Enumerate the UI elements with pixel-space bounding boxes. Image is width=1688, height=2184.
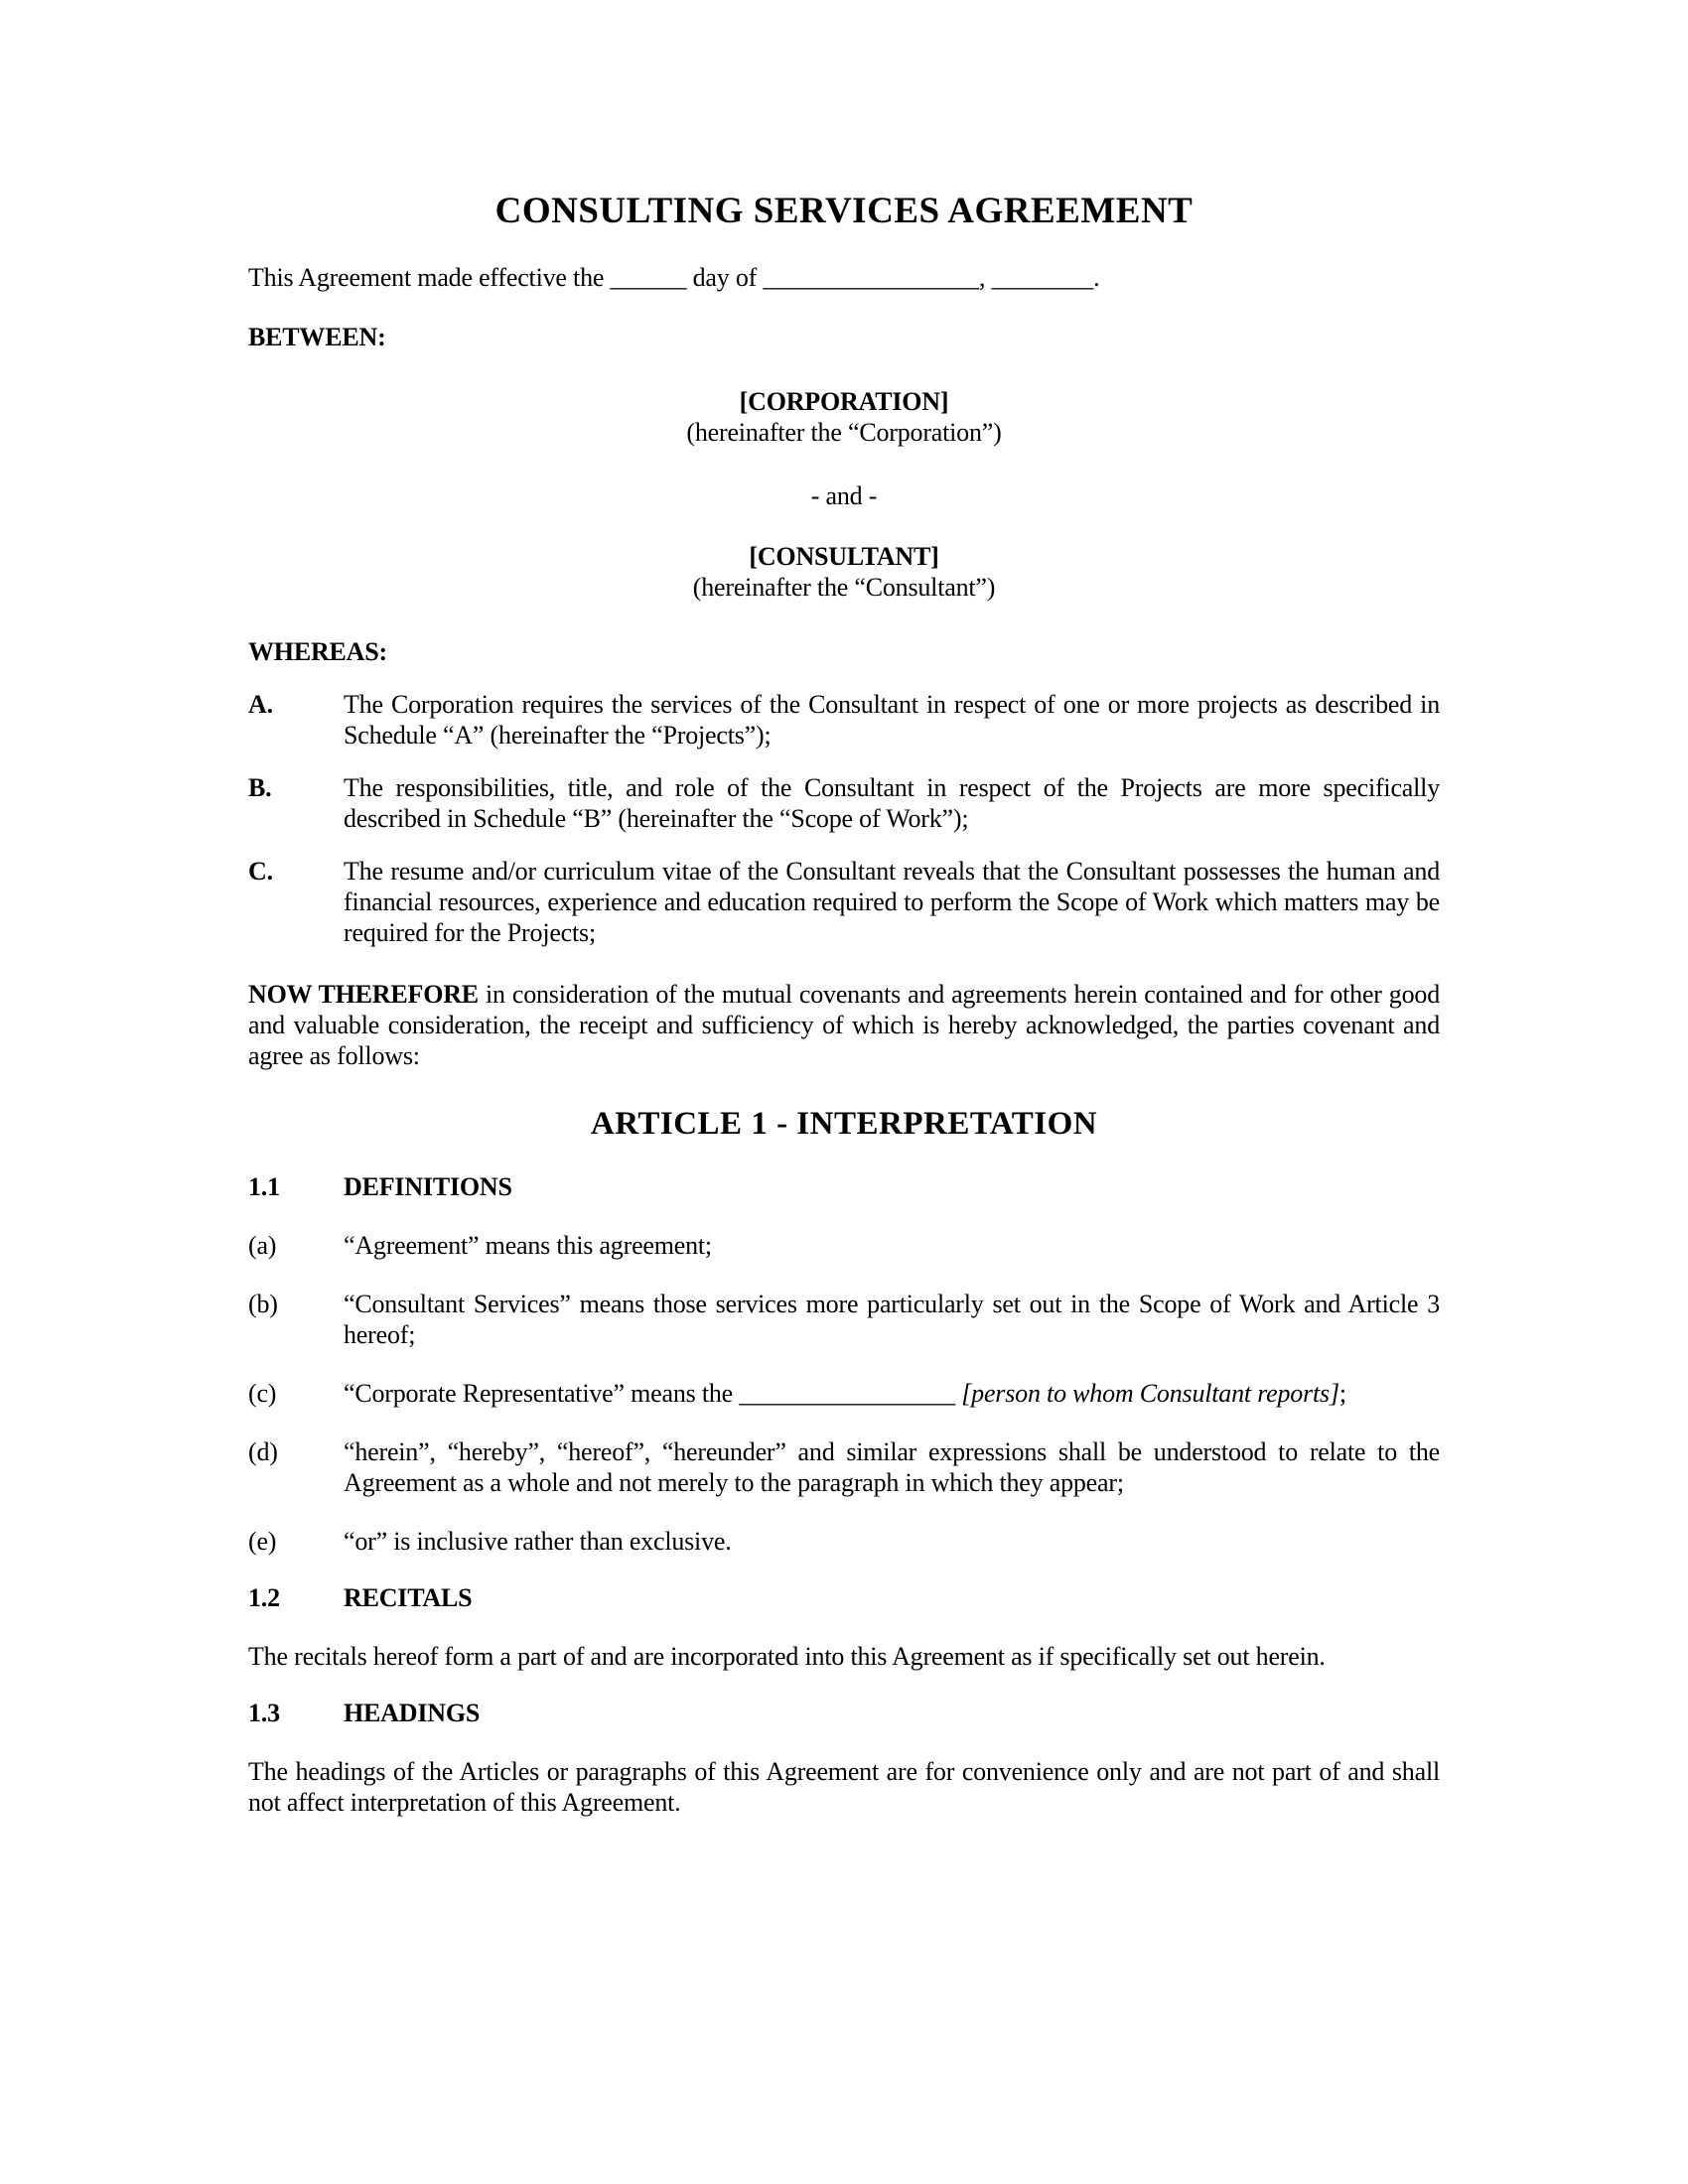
recital-item-c xyxy=(248,856,1440,948)
definition-item-a xyxy=(248,1230,1440,1261)
document-title: CONSULTING SERVICES AGREEMENT xyxy=(494,191,1194,231)
definition-text: “herein”, “hereby”, “hereof”, “hereunder” and similar expressions shall be understood to relate to the Agreement as a whole and not merely to the paragraph in which they appear; xyxy=(344,1437,1440,1497)
definition-label: (a) xyxy=(248,1231,277,1260)
corporate-representative-blank: _________________ xyxy=(739,1379,955,1408)
recital-item-b xyxy=(248,772,1440,834)
definition-italic-note: [person to whom Consultant reports] xyxy=(961,1379,1339,1408)
recital-item-a xyxy=(248,689,1440,751)
recital-text: The responsibilities, title, and role of the Consultant in respect of the Projects are more specifically described in Schedule “B” (hereinafter the “Scope of Work”); xyxy=(344,773,1440,833)
definition-label: (e) xyxy=(248,1527,277,1556)
section-1-2-heading xyxy=(248,1582,1440,1613)
day-blank-line: ______ xyxy=(610,263,687,292)
section-1-1-heading xyxy=(248,1171,1440,1202)
definition-label: (c) xyxy=(248,1379,277,1408)
between-label: BETWEEN: xyxy=(248,323,386,351)
recital-label: B. xyxy=(248,773,272,802)
year-blank-line: ________ xyxy=(991,263,1094,292)
section-number: 1.1 xyxy=(248,1172,280,1201)
definition-text-after: ; xyxy=(1338,1379,1346,1408)
whereas-label: WHEREAS: xyxy=(248,637,387,666)
corporation-name: [CORPORATION] xyxy=(739,387,949,416)
now-therefore-text: in consideration of the mutual covenants and agreements herein contained and for other good and valuable consideration, the receipt and sufficiency of which is hereby acknowledged, the parties covenant and agree as follows: xyxy=(248,980,1440,1070)
definition-label: (b) xyxy=(248,1290,278,1318)
corporation-alias: (hereinafter the “Corporation”) xyxy=(686,418,1002,447)
headings-paragraph: The headings of the Articles or paragraphs of this Agreement are for convenience only and are not part of and shall not affect interpretation of this Agreement. xyxy=(248,1757,1440,1817)
recital-text: The Corporation requires the services of the Consultant in respect of one or more projects as described in Schedule “A” (hereinafter the “Projects”); xyxy=(344,690,1440,750)
definition-text-before-blank: “Corporate Representative” means the xyxy=(344,1379,740,1408)
article-1-heading: ARTICLE 1 - INTERPRETATION xyxy=(590,1106,1098,1142)
definition-item-c xyxy=(248,1378,1440,1409)
now-therefore-lead: NOW THEREFORE xyxy=(248,980,479,1009)
section-title: HEADINGS xyxy=(344,1699,481,1727)
definition-text: “Agreement” means this agreement; xyxy=(344,1231,712,1260)
definition-label: (d) xyxy=(248,1437,278,1466)
effective-date-line xyxy=(248,262,1440,293)
effective-date-middle: day of xyxy=(686,263,764,292)
section-title: RECITALS xyxy=(344,1583,473,1612)
effective-date-comma: , xyxy=(979,263,992,292)
and-separator: - and - xyxy=(810,481,878,510)
section-number: 1.3 xyxy=(248,1699,280,1727)
now-therefore-paragraph xyxy=(248,979,1440,1071)
recital-label: C. xyxy=(248,857,273,886)
consultant-alias: (hereinafter the “Consultant”) xyxy=(692,573,996,602)
recitals-paragraph: The recitals hereof form a part of and are incorporated into this Agreement as if specifically set out herein. xyxy=(248,1642,1326,1671)
section-title: DEFINITIONS xyxy=(344,1172,512,1201)
definition-item-e xyxy=(248,1526,1440,1557)
effective-date-prefix: This Agreement made effective the xyxy=(248,263,611,292)
effective-date-period: . xyxy=(1093,263,1100,292)
definition-text: “Consultant Services” means those services more particularly set out in the Scope of Work and Article 3 hereof; xyxy=(344,1290,1440,1349)
section-number: 1.2 xyxy=(248,1583,280,1612)
definition-text xyxy=(344,1378,1440,1409)
recital-label: A. xyxy=(248,690,273,719)
section-1-3-heading xyxy=(248,1698,1440,1728)
month-blank-line: _________________ xyxy=(763,263,980,292)
definition-text: “or” is inclusive rather than exclusive. xyxy=(344,1527,732,1556)
recital-text: The resume and/or curriculum vitae of the Consultant reveals that the Consultant possesses the human and financial resources, experience and education required to perform the Scope of Work which matters may be required for the Projects; xyxy=(344,857,1440,947)
definition-item-d xyxy=(248,1436,1440,1498)
definition-item-b xyxy=(248,1289,1440,1350)
consultant-name: [CONSULTANT] xyxy=(749,542,939,571)
